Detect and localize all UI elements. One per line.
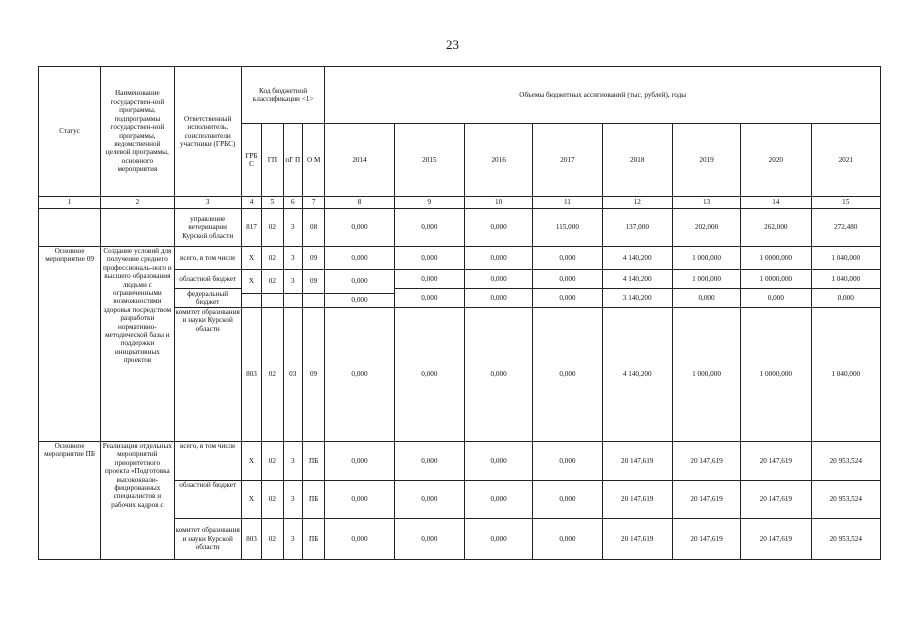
col-number: 10 (464, 197, 532, 209)
header-row-1 (39, 67, 881, 124)
gp-cell: 02 (262, 442, 283, 481)
om-cell: 08 (302, 209, 324, 247)
value-cell: 0,000 (533, 247, 602, 270)
header-year: 2017 (533, 124, 602, 197)
executor-cell: управление ветеринарии Курской области (174, 209, 241, 247)
col-number: 12 (602, 197, 672, 209)
header-year: 2015 (394, 124, 464, 197)
gp-cell (262, 294, 283, 308)
page-number: 23 (446, 37, 459, 52)
grbs-cell: 803 (241, 519, 261, 560)
ppp-cell: 03 (283, 308, 302, 442)
value-cell: 0,000 (533, 270, 602, 289)
col-number: 15 (811, 197, 881, 209)
value-cell: 0,000 (394, 270, 464, 289)
executor-cell: комитет образования и науки Курской области (174, 308, 241, 442)
executor-cell: федеральный бюджет (174, 289, 241, 308)
value-cell: 0,000 (394, 209, 464, 247)
header-grbs: ГРБ С (241, 124, 261, 197)
value-cell: 20 147,619 (602, 481, 672, 519)
value-cell: 1 040,000 (811, 247, 881, 270)
value-cell: 0,000 (394, 247, 464, 270)
om-cell: 09 (302, 270, 324, 294)
ppp-cell: 3 (283, 247, 302, 270)
ppp-cell (283, 294, 302, 308)
value-cell: 0,000 (533, 519, 602, 560)
value-cell: 137,000 (602, 209, 672, 247)
column-number-row (39, 197, 881, 209)
grbs-cell (241, 294, 261, 308)
header-year: 2019 (672, 124, 740, 197)
value-cell: 0,000 (325, 442, 394, 481)
value-cell: 20 147,619 (672, 481, 740, 519)
value-cell: 0,000 (533, 481, 602, 519)
grbs-cell: Х (241, 270, 261, 294)
value-cell: 0,000 (325, 481, 394, 519)
value-cell: 0,000 (394, 481, 464, 519)
header-year: 2016 (464, 124, 532, 197)
om-cell: 09 (302, 247, 324, 270)
col-number: 3 (174, 197, 241, 209)
value-cell: 0,000 (464, 289, 532, 308)
value-cell: 0,000 (533, 289, 602, 308)
col-number: 13 (672, 197, 740, 209)
value-cell: 272,480 (811, 209, 881, 247)
executor-cell: областной бюджет (174, 270, 241, 289)
ppp-cell: 3 (283, 481, 302, 519)
ppp-cell: 3 (283, 519, 302, 560)
value-cell: 1 000,000 (672, 270, 740, 289)
value-cell: 0,000 (325, 308, 394, 442)
col-number: 4 (241, 197, 261, 209)
header-year: 2014 (325, 124, 394, 197)
status-cell: Основное мероприятие 09 (39, 247, 101, 442)
grbs-cell: Х (241, 442, 261, 481)
col-number: 8 (325, 197, 394, 209)
gp-cell: 02 (262, 247, 283, 270)
value-cell: 20 953,524 (811, 519, 881, 560)
value-cell: 1 000,000 (672, 247, 740, 270)
value-cell: 0,000 (325, 247, 394, 270)
status-cell: Основное мероприятие ПБ (39, 442, 101, 560)
header-gp: ГП (262, 124, 283, 197)
header-program-name: Наименование государствен-ной программы, подпрограммы государствен-ной программы, ведомственной целевой программы, основного мероприятия (101, 67, 174, 197)
value-cell: 0,000 (325, 209, 394, 247)
om-cell: 09 (302, 308, 324, 442)
value-cell: 4 140,200 (602, 308, 672, 442)
value-cell: 0,000 (325, 519, 394, 560)
table-row (39, 247, 881, 270)
header-year: 2020 (741, 124, 811, 197)
value-cell: 1 0000,000 (741, 308, 811, 442)
value-cell: 0,000 (464, 308, 532, 442)
col-number: 1 (39, 197, 101, 209)
value-cell: 0,000 (672, 289, 740, 308)
value-cell: 0,000 (464, 481, 532, 519)
value-cell: 20 147,619 (672, 519, 740, 560)
value-cell: 20 953,524 (811, 481, 881, 519)
value-cell: 0,000 (394, 519, 464, 560)
value-cell: 20 147,619 (602, 442, 672, 481)
value-cell: 20 147,619 (602, 519, 672, 560)
om-cell: ПБ (302, 481, 324, 519)
value-cell: 0,000 (811, 289, 881, 308)
value-cell: 0,000 (464, 270, 532, 289)
value-cell: 202,000 (672, 209, 740, 247)
col-number: 14 (741, 197, 811, 209)
header-year: 2018 (602, 124, 672, 197)
program-name-cell: Реализация отдельных мероприятий приоритетного проекта «Подготовка высококвали-фицированных специалистов и рабочих кадров с (101, 442, 174, 560)
program-name-cell (101, 209, 174, 247)
value-cell: 0,000 (464, 247, 532, 270)
value-cell: 1 0000,000 (741, 270, 811, 289)
header-volumes: Объемы бюджетных ассигнований (тыс. рублей), годы (325, 67, 881, 124)
grbs-cell: Х (241, 247, 261, 270)
value-cell: 0,000 (533, 442, 602, 481)
value-cell: 0,000 (464, 519, 532, 560)
header-year: 2021 (811, 124, 881, 197)
gp-cell: 02 (262, 270, 283, 294)
value-cell: 0,000 (464, 442, 532, 481)
ppp-cell: 3 (283, 209, 302, 247)
value-cell: 0,000 (325, 294, 394, 308)
executor-cell: всего, в том числе (174, 442, 241, 481)
value-cell: 3 140,200 (602, 289, 672, 308)
value-cell: 1 000,000 (672, 308, 740, 442)
status-cell (39, 209, 101, 247)
value-cell: 1 040,000 (811, 308, 881, 442)
col-number: 2 (101, 197, 174, 209)
value-cell: 20 147,619 (741, 481, 811, 519)
ppp-cell: 3 (283, 442, 302, 481)
header-executor: Ответственный исполнитель, соисполнители участники (ГРБС) (174, 67, 241, 197)
grbs-cell: 817 (241, 209, 261, 247)
om-cell: ПБ (302, 519, 324, 560)
grbs-cell: 803 (241, 308, 261, 442)
col-number: 6 (283, 197, 302, 209)
value-cell: 115,000 (533, 209, 602, 247)
om-cell (302, 294, 324, 308)
col-number: 9 (394, 197, 464, 209)
value-cell: 20 147,619 (741, 442, 811, 481)
value-cell: 0,000 (394, 308, 464, 442)
value-cell: 0,000 (325, 270, 394, 294)
gp-cell: 02 (262, 209, 283, 247)
value-cell: 4 140,200 (602, 247, 672, 270)
executor-cell: областной бюджет (174, 481, 241, 519)
grbs-cell: Х (241, 481, 261, 519)
value-cell: 0,000 (394, 442, 464, 481)
header-status: Статус (39, 67, 101, 197)
col-number: 11 (533, 197, 602, 209)
value-cell: 1 0000,000 (741, 247, 811, 270)
value-cell: 4 140,200 (602, 270, 672, 289)
header-budget-code: Код бюджетной классификации <1> (241, 67, 325, 124)
value-cell: 0,000 (394, 289, 464, 308)
value-cell: 20 147,619 (672, 442, 740, 481)
om-cell: ПБ (302, 442, 324, 481)
col-number: 7 (302, 197, 324, 209)
value-cell: 262,000 (741, 209, 811, 247)
value-cell: 0,000 (533, 308, 602, 442)
header-ppp: пГ П (283, 124, 302, 197)
value-cell: 0,000 (741, 289, 811, 308)
executor-cell: всего, в том числе (174, 247, 241, 270)
gp-cell: 02 (262, 308, 283, 442)
executor-cell: комитет образования и науки Курской области (174, 519, 241, 560)
table-row (39, 442, 881, 481)
value-cell: 0,000 (464, 209, 532, 247)
value-cell: 20 953,524 (811, 442, 881, 481)
col-number: 5 (262, 197, 283, 209)
gp-cell: 02 (262, 519, 283, 560)
header-om: О М (302, 124, 324, 197)
ppp-cell: 3 (283, 270, 302, 294)
table-row (39, 209, 881, 247)
gp-cell: 02 (262, 481, 283, 519)
value-cell: 20 147,619 (741, 519, 811, 560)
program-name-cell: Создание условий для получение среднего профессиональ-ного и высшего образования людьми с ограниченными возможностями здоровья посредством разработки нормативно-методической базы и поддержки инициативных проектов (101, 247, 174, 442)
value-cell: 1 040,000 (811, 270, 881, 289)
budget-table (38, 66, 881, 560)
